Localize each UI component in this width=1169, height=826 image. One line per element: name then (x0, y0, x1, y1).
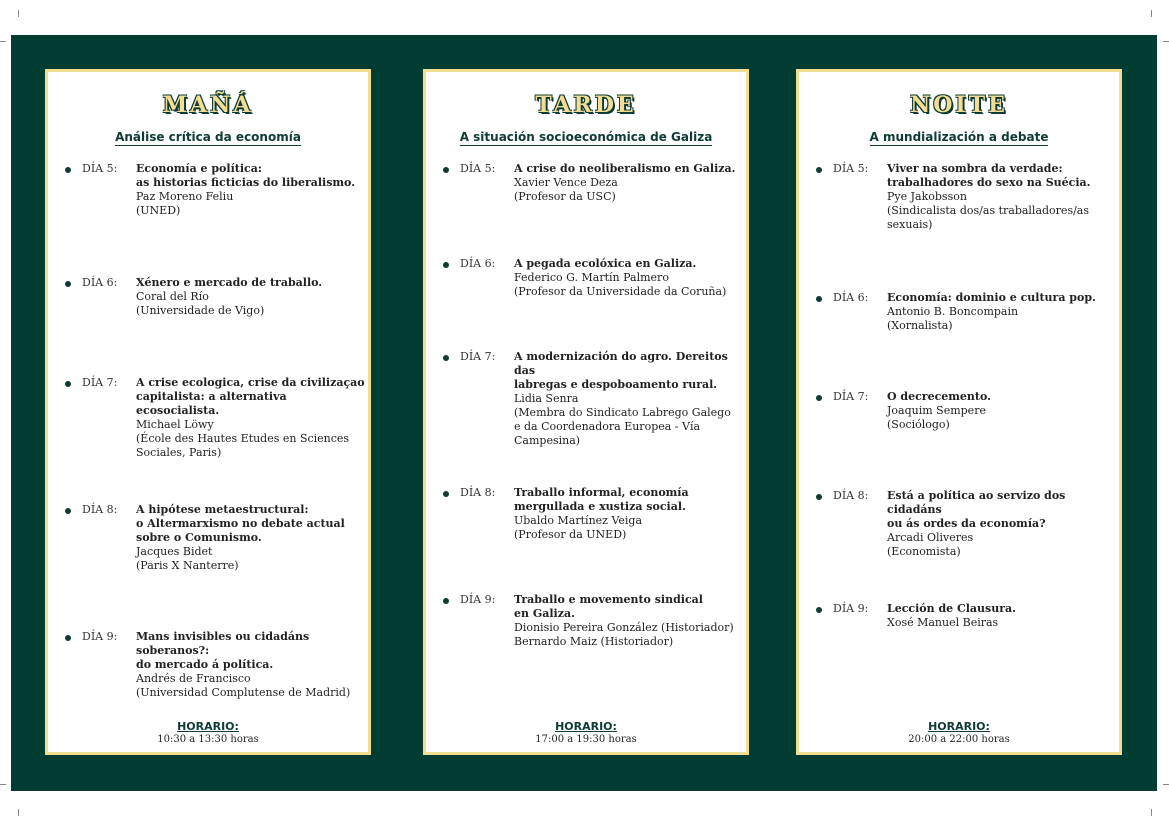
session-day: DÍA 8: (460, 486, 496, 499)
session-affiliation: (Profesor da Universidade da Coruña) (514, 285, 727, 298)
session-speaker: Xosé Manuel Beiras (887, 616, 999, 629)
session-speaker: Lidia Senra (514, 392, 579, 405)
schedule-time: 20:00 a 22:00 horas (908, 734, 1010, 745)
session-day: DÍA 9: (82, 630, 118, 643)
session-title: o Altermarxismo no debate actual (136, 517, 345, 530)
session-title: capitalista: a alternativa ecosocialista. (136, 390, 287, 417)
bullet-icon (443, 355, 449, 361)
session-title: do mercado á política. (136, 658, 274, 671)
session-speaker: Dionisio Pereira González (Historiador) (514, 621, 734, 634)
session-speaker: Federico G. Martín Palmero (514, 271, 669, 284)
crop-mark (1163, 41, 1169, 42)
session-affiliation: (Paris X Nanterre) (136, 559, 239, 572)
session-speaker: Joaquim Sempere (887, 404, 986, 417)
panel-noite (796, 69, 1122, 755)
session-speaker: Jacques Bidet (136, 545, 213, 558)
session-title: sobre o Comunismo. (136, 531, 262, 544)
session-title: Traballo e movemento sindical (514, 593, 703, 606)
session-speaker: Paz Moreno Feliu (136, 190, 234, 203)
session-title: Xénero e mercado de traballo. (136, 276, 323, 289)
session-affiliation: e da Coordenadora Europea - Vía (514, 420, 701, 433)
bullet-icon (443, 598, 449, 604)
session-speaker: Arcadi Oliveres (887, 531, 974, 544)
program-board (11, 35, 1157, 791)
bullet-icon (816, 494, 822, 500)
session-day: DÍA 9: (460, 593, 496, 606)
schedule-label: HORARIO: (555, 720, 617, 733)
session-title: Viver na sombra da verdade: (887, 162, 1063, 175)
session-title: Está a política ao servizo dos cidadáns (887, 489, 1066, 516)
session-title: A crise ecologica, crise da civilizaçao (136, 376, 365, 389)
panel-subtitle: A situación socioeconómica de Galiza (459, 130, 713, 144)
crop-mark (1163, 784, 1169, 785)
session-day: DÍA 9: (833, 602, 869, 615)
session-title: trabalhadores do sexo na Suécia. (887, 176, 1091, 189)
bullet-icon (65, 508, 71, 514)
session-title: Mans invisibles ou cidadáns soberanos?: (136, 630, 310, 657)
bullet-icon (65, 281, 71, 287)
session-day: DÍA 6: (82, 276, 118, 289)
bullet-icon (816, 296, 822, 302)
session-title: Economía e política: (136, 162, 262, 175)
panel-mana (45, 69, 371, 755)
session-affiliation: Sociales, Paris) (136, 446, 222, 459)
panel-subtitle: Análise crítica da economía (115, 130, 301, 144)
panel-subtitle: A mundialización a debate (869, 130, 1049, 144)
session-affiliation: (Xornalista) (887, 319, 953, 332)
session-affiliation: sexuais) (887, 218, 933, 231)
panel-title: NOITE (910, 92, 1008, 118)
session-day: DÍA 7: (460, 350, 496, 363)
session-speaker: Coral del Río (136, 290, 209, 303)
session-speaker: Andrés de Francisco (136, 672, 251, 685)
session-title: A modernización do agro. Dereitos das (514, 350, 728, 377)
session-affiliation: (Universidad Complutense de Madrid) (136, 686, 351, 699)
session-title: Economía: dominio e cultura pop. (887, 291, 1096, 304)
session-day: DÍA 6: (460, 257, 496, 270)
crop-mark (0, 41, 6, 42)
session-day: DÍA 5: (82, 162, 118, 175)
session-title: Lección de Clausura. (887, 602, 1016, 615)
schedule-block (48, 720, 368, 745)
session-speaker: Xavier Vence Deza (514, 176, 618, 189)
session-title: Traballo informal, economía (514, 486, 689, 499)
panel-tarde (423, 69, 749, 755)
session-affiliation: (Universidade de Vigo) (136, 304, 265, 317)
session-day: DÍA 6: (833, 291, 869, 304)
session-affiliation: (Profesor da UNED) (514, 528, 627, 541)
session-title: A pegada ecolóxica en Galiza. (514, 257, 697, 270)
bullet-icon (65, 635, 71, 641)
session-title: ou ás ordes da economía? (887, 517, 1046, 530)
bullet-icon (443, 262, 449, 268)
bullet-icon (65, 167, 71, 173)
crop-mark (18, 809, 19, 816)
session-speaker: Bernardo Maiz (Historiador) (514, 635, 674, 648)
bullet-icon (816, 167, 822, 173)
session-title: as historias ficticias do liberalismo. (136, 176, 356, 189)
schedule-time: 10:30 a 13:30 horas (157, 734, 259, 745)
session-day: DÍA 7: (833, 390, 869, 403)
panel-title: MAÑÁ (162, 92, 254, 118)
session-title: en Galiza. (514, 607, 575, 620)
session-affiliation: (UNED) (136, 204, 181, 217)
session-affiliation: (Profesor da USC) (514, 190, 616, 203)
schedule-label: HORARIO: (928, 720, 990, 733)
session-day: DÍA 8: (82, 503, 118, 516)
session-affiliation: (Sociólogo) (887, 418, 950, 431)
schedule-block (799, 720, 1119, 745)
session-affiliation: (Economista) (887, 545, 961, 558)
schedule-time: 17:00 a 19:30 horas (535, 734, 637, 745)
session-day: DÍA 5: (833, 162, 869, 175)
session-affiliation: (Membra do Sindicato Labrego Galego (514, 406, 731, 419)
session-affiliation: Campesina) (514, 434, 581, 447)
session-day: DÍA 8: (833, 489, 869, 502)
session-title: O decrecemento. (887, 390, 991, 403)
bullet-icon (443, 167, 449, 173)
schedule-label: HORARIO: (177, 720, 239, 733)
bullet-icon (443, 491, 449, 497)
session-affiliation: (Sindicalista dos/as traballadores/as (887, 204, 1089, 217)
crop-mark (1151, 809, 1152, 816)
bullet-icon (816, 607, 822, 613)
crop-mark (0, 784, 6, 785)
panel-title: TARDE (535, 92, 637, 118)
session-speaker: Ubaldo Martínez Veiga (514, 514, 643, 527)
session-speaker: Antonio B. Boncompain (887, 305, 1019, 318)
session-title: mergullada e xustiza social. (514, 500, 686, 513)
schedule-block (426, 720, 746, 745)
session-day: DÍA 5: (460, 162, 496, 175)
crop-mark (18, 10, 19, 17)
session-speaker: Pye Jakobsson (887, 190, 967, 203)
session-day: DÍA 7: (82, 376, 118, 389)
bullet-icon (816, 395, 822, 401)
crop-mark (1151, 10, 1152, 17)
session-title: A hipótese metaestructural: (136, 503, 309, 516)
session-speaker: Michael Löwy (136, 418, 214, 431)
session-affiliation: (École des Hautes Etudes en Sciences (136, 432, 350, 445)
session-title: labregas e despoboamento rural. (514, 378, 718, 391)
session-title: A crise do neoliberalismo en Galiza. (514, 162, 736, 175)
bullet-icon (65, 381, 71, 387)
